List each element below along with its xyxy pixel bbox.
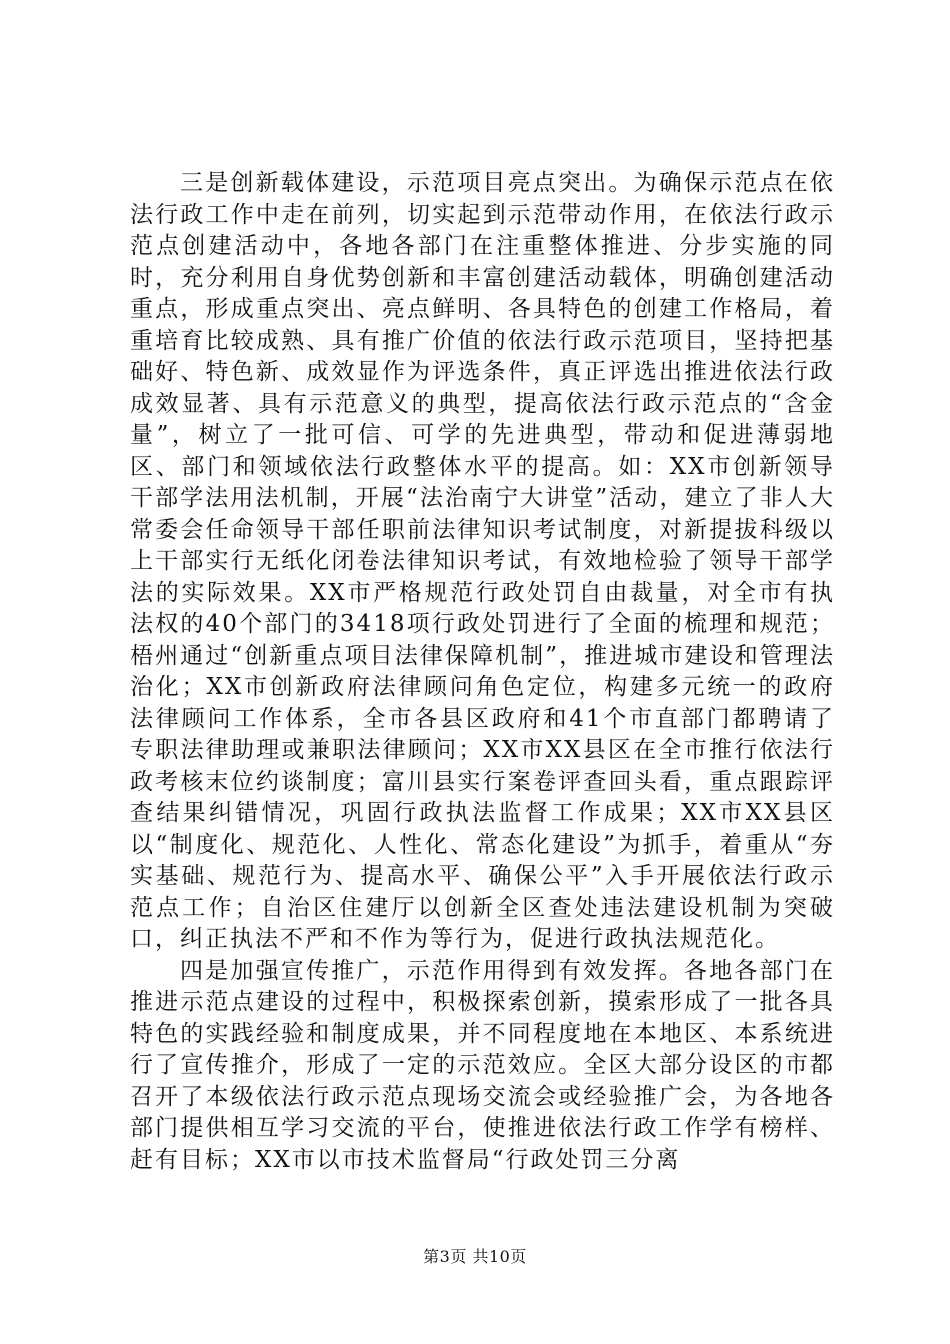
paragraph-1: 三是创新载体建设，示范项目亮点突出。为确保示范点在依法行政工作中走在前列，切实起到示范带动作用，在依法行政示范点创建活动中，各地各部门在注重整体推进、分步实施的同时，充分利用自身优势创新和丰富创建活动载体，明确创建活动重点，形成重点突出、亮点鲜明、各具特色的创建工作格局，着重培育比较成熟、具有推广价值的依法行政示范项目，坚持把基础好、特色新、成效显作为评选条件，真正评选出推进依法行政成效显著、具有示范意义的典型，提高依法行政示范点的“含金量”，树立了一批可信、可学的先进典型，带动和促进薄弱地区、部门和领域依法行政整体水平的提高。如：XX市创新领导干部学法用法机制，开展“法治南宁大讲堂”活动，建立了非人大常委会任命领导干部任职前法律知识考试制度，对新提拔科级以上干部实行无纸化闭卷法律知识考试，有效地检验了领导干部学法的实际效果。XX市严格规范行政处罚自由裁量，对全市有执法权的40个部门的3418项行政处罚进行了全面的梳理和规范；梧州通过“创新重点项目法律保障机制”，推进城市建设和管理法治化；XX市创新政府法律顾问角色定位，构建多元统一的政府法律顾问工作体系，全市各县区政府和41个市直部门都聘请了专职法律助理或兼职法律顾问；XX市XX县区在全市推行依法行政考核末位约谈制度；富川县实行案卷评查回头看，重点跟踪评查结果纠错情况，巩固行政执法监督工作成果；XX市XX县区以“制度化、规范化、人性化、常态化建设”为抓手，着重从“夯实基础、规范行为、提高水平、确保公平”入手开展依法行政示范点工作；自治区住建厅以创新全区查处违法建设机制为突破口，纠正执法不严和不作为等行为，促进行政执法规范化。 bbox=[130, 170, 835, 952]
paragraph-2: 四是加强宣传推广，示范作用得到有效发挥。各地各部门在推进示范点建设的过程中，积极探索创新，摸索形成了一批各具特色的实践经验和制度成果，并不同程度地在本地区、本系统进行了宣传推介，形成了一定的示范效应。全区大部分设区的市都召开了本级依法行政示范点现场交流会或经验推广会，为各地各部门提供相互学习交流的平台，使推进依法行政工作学有榜样、赶有目标；XX市以市技术监督局“行政处罚三分离 bbox=[130, 957, 835, 1173]
page-footer: 第3页 共10页 bbox=[423, 1247, 527, 1266]
document-body bbox=[130, 168, 835, 1176]
